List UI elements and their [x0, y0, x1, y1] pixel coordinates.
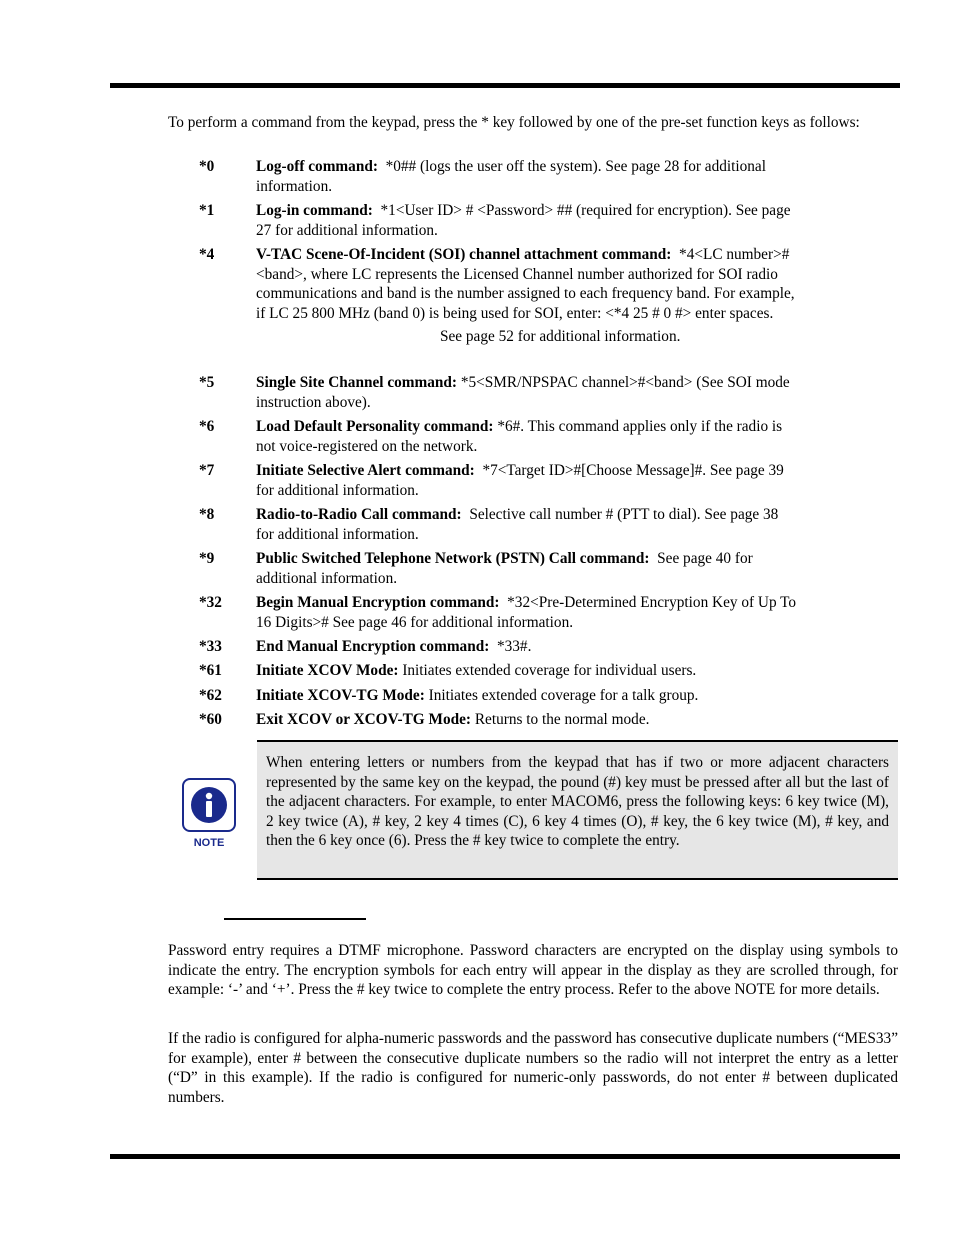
- command-text: Initiates extended coverage for individual users.: [402, 662, 697, 679]
- command-item: [199, 373, 799, 412]
- command-title: Log-off command:: [256, 158, 378, 175]
- command-title: Initiate XCOV Mode:: [256, 662, 399, 679]
- command-text: Returns to the normal mode.: [474, 711, 650, 728]
- command-item: [199, 686, 799, 706]
- section-heading-underline: [224, 918, 366, 920]
- command-key: *0: [199, 158, 215, 175]
- command-title: Single Site Channel command:: [256, 374, 458, 391]
- command-key: *6: [199, 418, 215, 435]
- command-key: *8: [199, 506, 215, 523]
- command-title: V-TAC Scene-Of-Incident (SOI) channel attachment command:: [256, 246, 672, 263]
- command-title: Initiate Selective Alert command:: [256, 462, 475, 479]
- command-key: *4: [199, 246, 215, 263]
- command-key: *33: [199, 638, 222, 655]
- command-item: [199, 245, 799, 347]
- command-item: [199, 461, 799, 500]
- intro-paragraph: To perform a command from the keypad, press the * key followed by one of the pre-set function keys as follows:: [168, 114, 860, 131]
- command-text: *0## (logs the user off the system). See page 28 for additional information.: [256, 158, 766, 195]
- footer-rule: [110, 1154, 900, 1159]
- command-text: See page 40 for additional information.: [256, 550, 753, 587]
- command-item: [199, 157, 799, 196]
- body-paragraph: If the radio is configured for alpha-numeric passwords and the password has consecutive duplicate numbers (“MES33” for example), enter # between the consecutive duplicate numbers so the radio will not interpret the entry as a letter (“D” in this example). If the radio is configured for numeric-only passwords, do not enter # between duplicated numbers.: [168, 1030, 898, 1106]
- command-item: [199, 637, 799, 657]
- command-item: [199, 505, 799, 544]
- note-box: [257, 740, 898, 880]
- command-text: *33#.: [496, 638, 532, 655]
- command-text: *1<User ID> # <Password> ## (required for encryption). See page 27 for additional information.: [256, 202, 791, 239]
- command-title: Load Default Personality command:: [256, 418, 494, 435]
- note-text: When entering letters or numbers from the keypad that has if two or more adjacent characters represented by the same key on the keypad, the pound (#) key must be pressed after all but the last of the adjacent characters. For example, to enter MACOM6, press the following keys: 6 key twice (M), 2 key twice (A), # key, 2 key 4 times (C), 6 key 4 times (O), # key, the 6 key twice (M), # key, and then the 6 key once (6). Press the # key twice to complete the entry.: [266, 754, 889, 850]
- command-item: [199, 549, 799, 588]
- body-paragraph: Password entry requires a DTMF microphone. Password characters are encrypted on the display using symbols to indicate the entry. The encryption symbols for each entry will appear in the display as they are scrolled through, for example: ‘-’ and ‘+’. Press the # key twice to complete the entry process. Refer to the above NOTE for more details.: [168, 942, 898, 999]
- command-key: *7: [199, 462, 215, 479]
- info-icon: [182, 778, 236, 832]
- command-text: *32<Pre-Determined Encryption Key of Up To 16 Digits># See page 46 for additional information.: [256, 594, 797, 631]
- command-key: *62: [199, 687, 222, 704]
- command-text: Initiates extended coverage for a talk group.: [428, 687, 699, 704]
- command-item: [199, 201, 799, 240]
- command-title: Log-in command:: [256, 202, 373, 219]
- command-title: Public Switched Telephone Network (PSTN) Call command:: [256, 550, 650, 567]
- command-key: *9: [199, 550, 215, 567]
- command-key: *5: [199, 374, 215, 391]
- command-key: *61: [199, 662, 222, 679]
- command-item: [199, 710, 799, 730]
- note-icon-block: [182, 778, 236, 854]
- note-label: NOTE: [193, 837, 225, 849]
- command-title: Initiate XCOV-TG Mode:: [256, 687, 425, 704]
- command-text: *4<LC number>#<band>, where LC represents the Licensed Channel number authorized for SOI radio communications and band is the number assigned to each frequency band. For example, if LC 25 800 MHz (band 0) is being used for SOI, enter: <*4 25 # 0 #> enter spaces.: [256, 246, 795, 322]
- command-item: [199, 593, 799, 632]
- command-title: Exit XCOV or XCOV-TG Mode:: [256, 711, 471, 728]
- command-item: [199, 417, 799, 456]
- command-extra: See page 52 for additional information.: [440, 328, 681, 346]
- header-rule: [110, 83, 900, 88]
- command-key: *32: [199, 594, 222, 611]
- command-text: *5<SMR/NPSPAC channel>#<band> (See SOI mode instruction above).: [256, 374, 790, 411]
- command-text: *6#. This command applies only if the radio is not voice-registered on the network.: [256, 418, 783, 455]
- command-text: Selective call number # (PTT to dial). See page 38 for additional information.: [256, 506, 779, 543]
- command-key: *1: [199, 202, 215, 219]
- command-key: *60: [199, 711, 222, 728]
- command-text: *7<Target ID>#[Choose Message]#. See page 39 for additional information.: [256, 462, 784, 499]
- command-title: End Manual Encryption command:: [256, 638, 490, 655]
- command-item: [199, 661, 799, 681]
- command-title: Radio-to-Radio Call command:: [256, 506, 462, 523]
- command-title: Begin Manual Encryption command:: [256, 594, 500, 611]
